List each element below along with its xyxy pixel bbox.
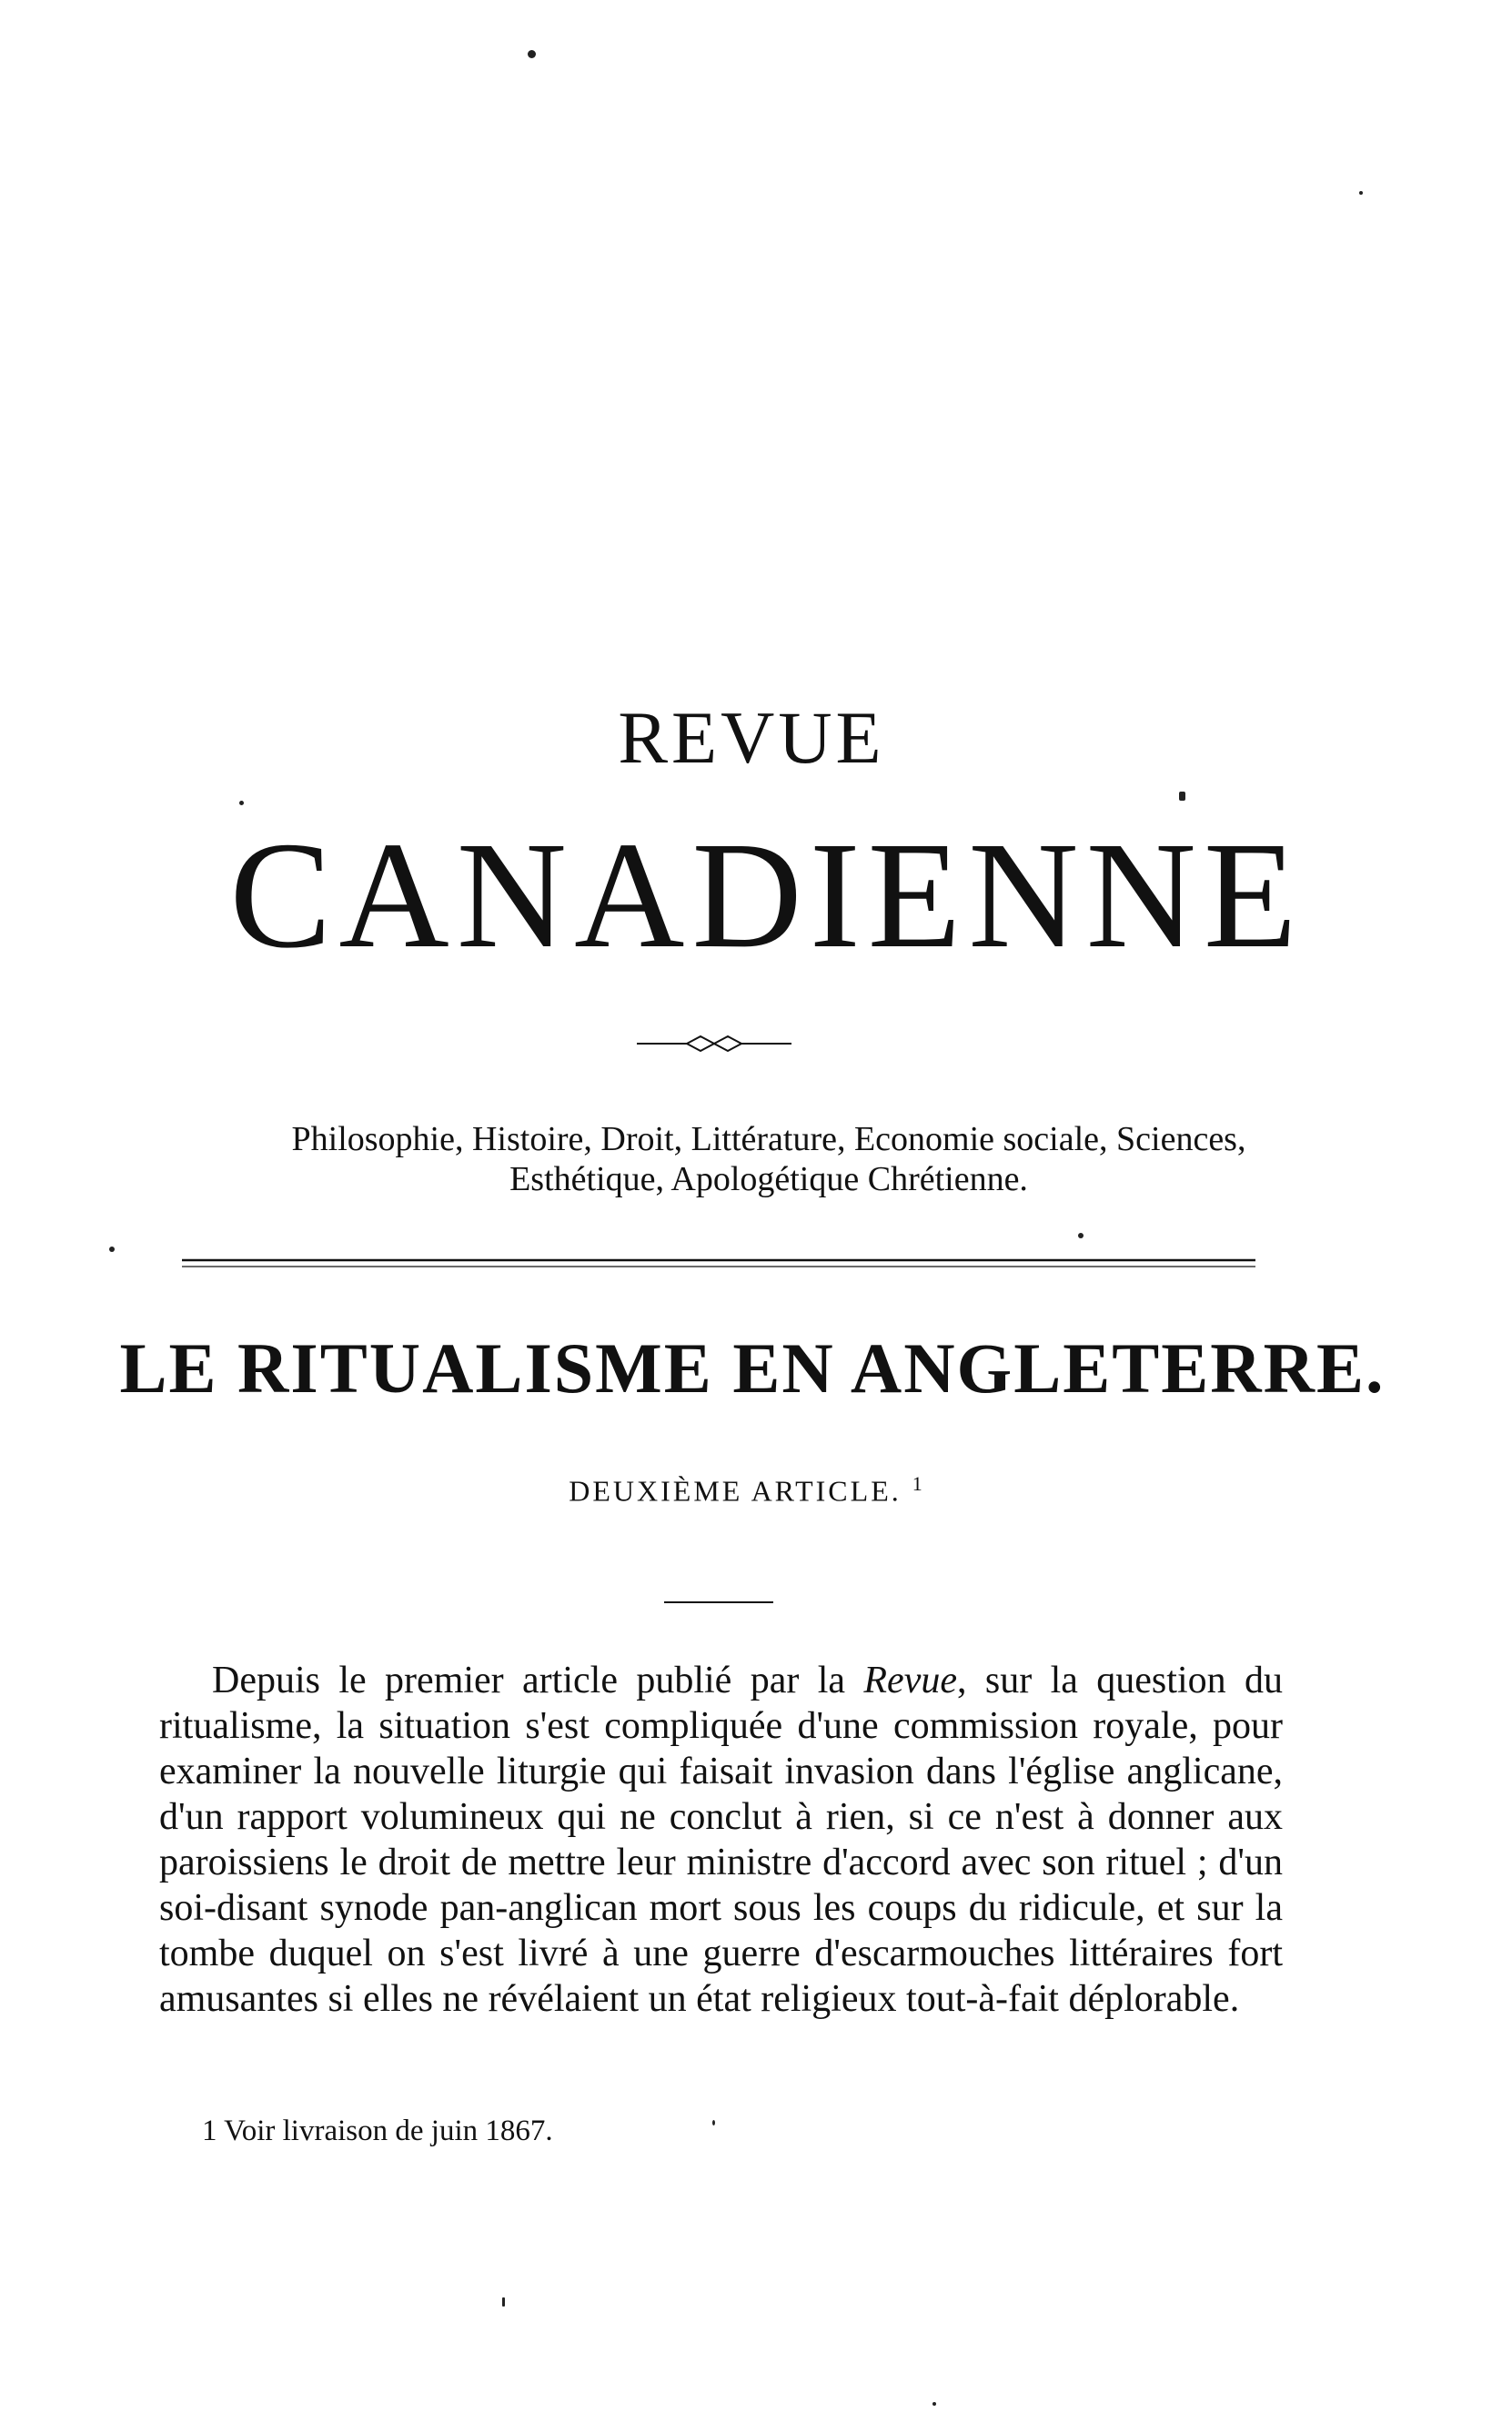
body-paragraph bbox=[159, 1658, 1283, 2022]
article-title: LE RITUALISME EN ANGLETERRE. bbox=[119, 1328, 1386, 1408]
scan-speck bbox=[528, 50, 536, 58]
scan-speck bbox=[502, 2297, 505, 2307]
scan-speck bbox=[1179, 792, 1185, 801]
journal-title: CANADIENNE bbox=[229, 811, 1305, 980]
scan-speck bbox=[239, 801, 244, 805]
footnote-marker: 1 bbox=[912, 1472, 925, 1495]
scan-speck bbox=[1359, 191, 1363, 195]
body-text-start: Depuis le premier article publié par la bbox=[212, 1660, 864, 1701]
scan-speck bbox=[712, 2120, 715, 2125]
article-number-label: DEUXIÈME ARTICLE. bbox=[569, 1474, 902, 1508]
scan-speck bbox=[1078, 1233, 1084, 1238]
scan-speck bbox=[932, 2402, 936, 2406]
footnote: 1 Voir livraison de juin 1867. bbox=[202, 2115, 553, 2147]
subtitle-line: Philosophie, Histoire, Droit, Littérature, Economie sociale, Sciences, bbox=[291, 1120, 1246, 1158]
ornament-divider bbox=[637, 1033, 791, 1055]
article-number bbox=[0, 1472, 1503, 1509]
journal-subtitle bbox=[246, 1119, 1292, 1199]
scan-speck bbox=[109, 1247, 115, 1252]
double-rule-divider bbox=[182, 1257, 1255, 1270]
short-rule-divider bbox=[664, 1601, 773, 1603]
subtitle-line: Esthétique, Apologétique Chrétienne. bbox=[509, 1160, 1028, 1198]
journal-title-top: REVUE bbox=[618, 696, 885, 779]
body-text-rest: , sur la question du ritualisme, la situation s'est compliquée d'une commission royale, pour examiner la nouvelle liturgie qui faisait invasion dans l'église anglicane, d'un rapport volumineux qui ne conclut à rien, si ce n'est à donner aux paroissiens le droit de mettre leur ministre d'accord avec son rituel ; d'un soi-disant synode pan-anglican mort sous les coups du ridicule, et sur la tombe duquel on s'est livré à une guerre d'escarmouches littéraires fort amusantes si elles ne révélaient un état religieux tout-à-fait déplorable. bbox=[159, 1660, 1283, 2020]
journal-name-italic: Revue bbox=[863, 1660, 957, 1701]
